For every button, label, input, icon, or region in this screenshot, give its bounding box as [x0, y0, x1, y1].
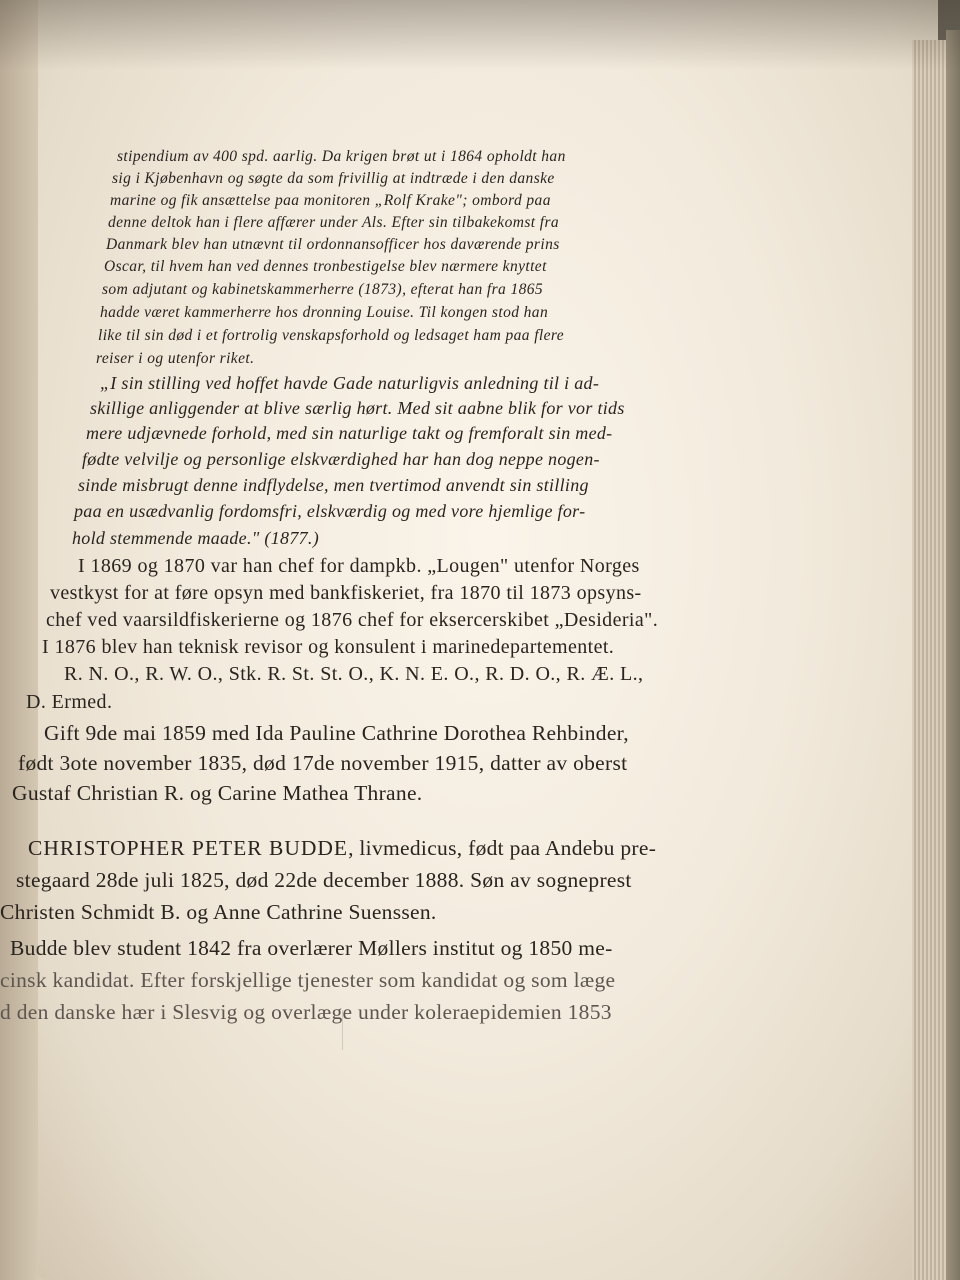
- quote-line: paa en usædvanlig fordomsfri, elskværdig og med vore hjemlige for-: [74, 501, 586, 521]
- text-line: cinsk kandidat. Efter forskjellige tjenester som kandidat og som læge: [0, 968, 616, 992]
- text-line: I 1869 og 1870 var han chef for dampkb. „Lougen" utenfor Norges: [78, 555, 640, 577]
- marriage-line: Gustaf Christian R. og Carine Mathea Thrane.: [12, 781, 423, 805]
- text-line: denne deltok han i flere affærer under Als. Efter sin tilbakekomst fra: [108, 214, 560, 231]
- text-line: Danmark blev han utnævnt til ordonnansofficer hos daværende prins: [106, 236, 560, 253]
- text-line: Budde blev student 1842 fra overlærer Møllers institut og 1850 me-: [10, 936, 613, 960]
- quote-line: sinde misbrugt denne indflydelse, men tvertimod anvendt sin stilling: [78, 475, 589, 495]
- quote-line: fødte velvilje og personlige elskværdighed har han dog neppe nogen-: [82, 449, 600, 469]
- text-line: hadde været kammerherre hos dronning Louise. Til kongen stod han: [100, 304, 549, 321]
- text-line: I 1876 blev han teknisk revisor og konsulent i marinedepartementet.: [42, 636, 615, 658]
- text-line: like til sin død i et fortrolig venskapsforhold og ledsaget ham paa flere: [98, 327, 565, 344]
- page-mark: [342, 1010, 403, 1050]
- text-line: Oscar, til hvem han ved dennes tronbestigelse blev nærmere knyttet: [104, 258, 547, 275]
- text-line: Christen Schmidt B. og Anne Cathrine Suenssen.: [0, 900, 437, 924]
- orders-line: R. N. O., R. W. O., Stk. R. St. St. O., K. N. E. O., R. D. O., R. Æ. L.,: [64, 663, 644, 685]
- text-line: stegaard 28de juli 1825, død 22de december 1888. Søn av sogneprest: [16, 868, 632, 892]
- text-line: d den danske hær i Slesvig og overlæge under koleraepidemien 1853: [0, 1000, 612, 1024]
- quote-line: mere udjævnede forhold, med sin naturlige takt og fremforalt sin med-: [86, 423, 613, 443]
- text-line: stipendium av 400 spd. aarlig. Da krigen brøt ut i 1864 opholdt han: [117, 148, 566, 165]
- text-line: chef ved vaarsildfiskerierne og 1876 chef for eksercerskibet „Desideria".: [46, 609, 659, 631]
- marriage-line: født 3ote november 1835, død 17de november 1915, datter av oberst: [18, 751, 628, 775]
- text-line: som adjutant og kabinetskammerherre (1873), efterat han fra 1865: [102, 281, 544, 298]
- entry-intro: , livmedicus, født paa Andebu pre-: [348, 836, 657, 860]
- orders-line: D. Ermed.: [26, 691, 113, 713]
- quote-line: „I sin stilling ved hoffet havde Gade naturligvis anledning til i ad-: [100, 373, 600, 393]
- marriage-line: Gift 9de mai 1859 med Ida Pauline Cathrine Dorothea Rehbinder,: [44, 721, 629, 745]
- entry-heading: [28, 836, 656, 861]
- text-line: marine og fik ansættelse paa monitoren „Rolf Krake"; ombord paa: [110, 192, 551, 209]
- book-cover-edge: [946, 30, 960, 1280]
- text-line: vestkyst for at føre opsyn med bankfiskeriet, fra 1870 til 1873 opsyns-: [50, 582, 642, 604]
- text-line: sig i Kjøbenhavn og søgte da som frivillig at indtræde i den danske: [112, 170, 555, 187]
- quote-line: hold stemmende maade." (1877.): [72, 528, 320, 548]
- quote-line: skillige anliggender at blive særlig hørt. Med sit aabne blik for vor tids: [90, 398, 625, 418]
- text-line: reiser i og utenfor riket.: [96, 350, 255, 367]
- entry-name: CHRISTOPHER PETER BUDDE: [28, 836, 349, 860]
